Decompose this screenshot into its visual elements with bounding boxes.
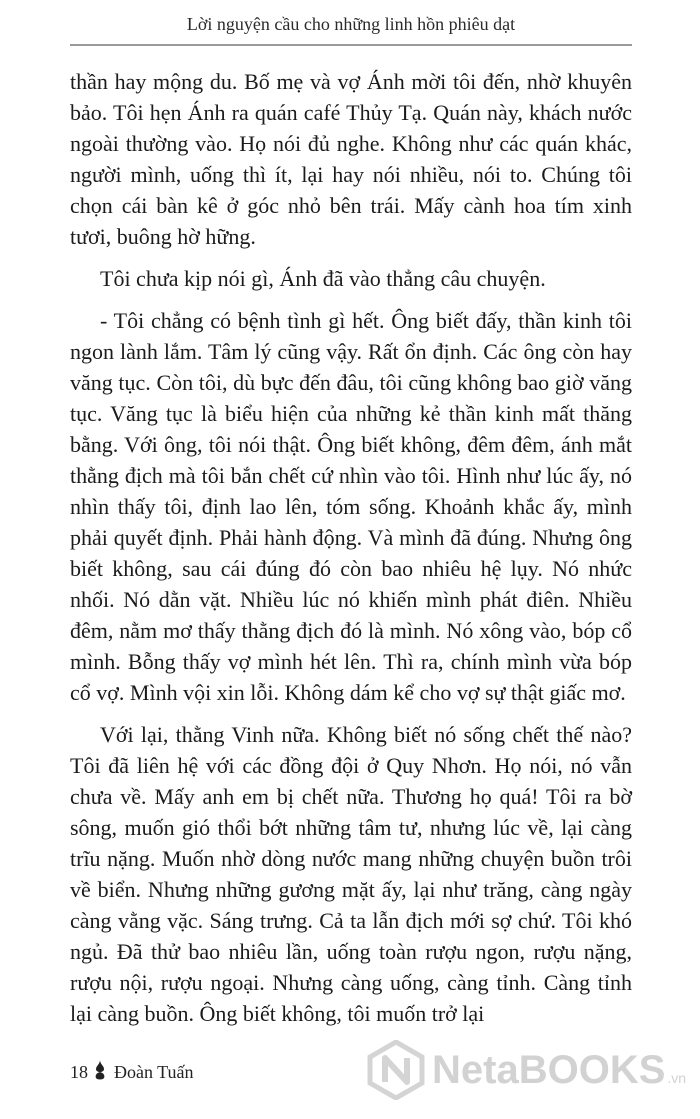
running-title: Lời nguyện cầu cho những linh hồn phiêu dạt bbox=[186, 14, 516, 34]
author-name: Đoàn Tuấn bbox=[114, 1061, 194, 1082]
paragraph: - Tôi chẳng có bệnh tình gì hết. Ông biết đấy, thần kinh tôi ngon lành lắm. Tâm lý cũng vậy. Rất ổn định. Các ông còn hay văng tục. Còn tôi, dù bực đến đâu, tôi cũng không bao giờ văng tục. Văng tục là biểu hiện của những kẻ thần kinh mất thăng bằng. Với ông, tôi nói thật. Ông biết không, đêm đêm, ánh mắt thằng địch mà tôi bắn chết cứ nhìn vào tôi. Hình như lúc ấy, nó nhìn thấy tôi, định lao lên, tóm sống. Khoảnh khắc ấy, mình phải quyết định. Phải hành động. Và mình đã đúng. Nhưng ông biết không, sau cái đúng đó còn bao nhiêu hệ lụy. Nó nhức nhối. Nó dằn vặt. Nhiều lúc nó khiến mình phát điên. Nhiều đêm, nằm mơ thấy thằng địch đó là mình. Nó xông vào, bóp cổ mình. Bỗng thấy vợ mình hét lên. Thì ra, chính mình vừa bóp cổ vợ. Mình vội xin lỗi. Không dám kể cho vợ sự thật giấc mơ. bbox=[70, 308, 632, 705]
netabooks-n-logo-icon bbox=[366, 1040, 426, 1100]
paragraph: thần hay mộng du. Bố mẹ và vợ Ánh mời tôi đến, nhờ khuyên bảo. Tôi hẹn Ánh ra quán café Thủy Tạ. Quán này, khách nước ngoài thường vào. Họ nói đủ nghe. Không như các quán khác, người mình, uống thì ít, lại hay nói nhiều, nói to. Chúng tôi chọn cái bàn kê ở góc nhỏ bên trái. Mấy cành hoa tím xinh tươi, buông hờ hững. bbox=[70, 69, 632, 249]
paragraph: Với lại, thằng Vinh nữa. Không biết nó sống chết thế nào? Tôi đã liên hệ với các đồng đội ở Quy Nhơn. Họ nói, nó vẫn chưa về. Mấy anh em bị chết nữa. Thương họ quá! Tôi ra bờ sông, muốn gió thổi bớt những tâm tư, nhưng lúc về, lại càng trĩu nặng. Muốn nhờ dòng nước mang những chuyện buồn trôi về biển. Nhưng những gương mặt ấy, lại như trăng, càng ngày càng vằng vặc. Sáng trưng. Cả ta lẫn địch mới sợ chứ. Tôi khó ngủ. Đã thử bao nhiêu lần, uống toàn rượu ngon, rượu nặng, rượu nội, rượu ngoại. Nhưng càng uống, càng tỉnh. Càng tỉnh lại càng buồn. Ông biết không, tôi muốn trở lại bbox=[70, 722, 632, 1026]
watermark-text bbox=[432, 1048, 686, 1093]
flame-drop-ornament-icon bbox=[94, 1060, 106, 1085]
page-body bbox=[70, 66, 632, 1040]
watermark-brand: NetaBOOKS bbox=[432, 1047, 666, 1092]
watermark-suffix: .vn bbox=[667, 1069, 687, 1086]
page-number: 18 bbox=[70, 1061, 88, 1082]
page-footer bbox=[70, 1058, 194, 1086]
header-rule bbox=[70, 44, 632, 46]
netabooks-watermark bbox=[366, 1030, 696, 1110]
paragraph: Tôi chưa kịp nói gì, Ánh đã vào thẳng câu chuyện. bbox=[100, 266, 546, 291]
